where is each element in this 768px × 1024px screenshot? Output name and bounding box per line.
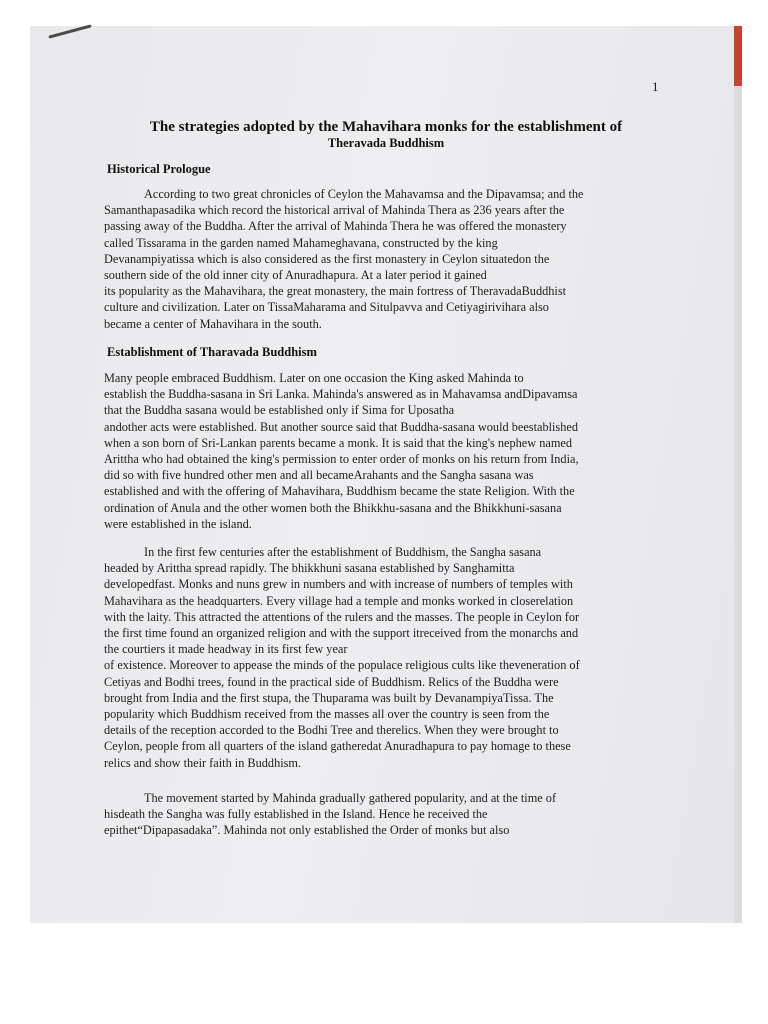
section-heading-establishment: Establishment of Tharavada Buddhism (107, 345, 317, 359)
red-background-edge (734, 26, 742, 86)
page-number: 1 (652, 79, 659, 94)
paragraph-line: its popularity as the Mahavihara, the great monastery, the main fortress of TheravadaBuddhist (104, 284, 567, 299)
paragraph-line: epithet“Dipapasadaka”. Mahinda not only established the Order of monks but also (104, 823, 510, 838)
paragraph-line: southern side of the old inner city of Anuradhapura. At a later period it gained (104, 268, 487, 283)
paragraph-line: popularity which Buddhism received from the masses all over the country is seen from the (104, 707, 550, 722)
paragraph-line: headed by Arittha spread rapidly. The bhikkhuni sasana established by Sanghamitta (104, 561, 515, 576)
document-title: The strategies adopted by the Mahavihara monks for the establishment of (149, 119, 623, 135)
paragraph-line: of existence. Moreover to appease the minds of the populace religious cults like theveneration of (104, 658, 580, 673)
paragraph-line: Mahavihara as the headquarters. Every village had a temple and monks worked in closerelation (104, 593, 574, 608)
paragraph-3 (104, 544, 660, 771)
paragraph-line: established and with the offering of Mahavihara, Buddhism became the state Religion. With the (104, 484, 575, 499)
paragraph-line: the courtiers it made headway in its first few year (104, 642, 348, 657)
paragraph-line: that the Buddha sasana would be established only if Sima for Uposatha (104, 403, 455, 418)
paragraph-line: In the first few centuries after the establishment of Buddhism, the Sangha sasana (144, 545, 542, 559)
document-subtitle: Theravada Buddhism (327, 136, 445, 150)
paragraph-line: brought from India and the first stupa, the Thuparama was built by DevanampiyaTissa. The (104, 690, 554, 705)
paragraph-line: Arittha who had obtained the king's permission to enter order of monks on his return from India, (104, 452, 579, 467)
paragraph-line: when a son born of Sri-Lankan parents became a monk. It is said that the king's nephew named (104, 435, 573, 450)
paragraph-line: Ceylon, people from all quarters of the island gatheredat Anuradhapura to pay homage to these (104, 739, 571, 754)
paragraph-2 (104, 370, 660, 532)
paragraph-line: became a center of Mahavihara in the south. (104, 316, 322, 331)
paragraph-line: Many people embraced Buddhism. Later on one occasion the King asked Mahinda to (104, 371, 524, 385)
paragraph-line: did so with five hundred other men and all becameArahants and the Sangha sasana was (104, 468, 534, 483)
paragraph-line: culture and civilization. Later on TissaMaharama and Situlpavva and Cetiyagirivihara also (104, 300, 549, 315)
paragraph-line: developedfast. Monks and nuns grew in numbers and with increase of numbers of temples with (104, 577, 573, 592)
paragraph-line: andother acts were established. But another source said that Buddha-sasana would beestablished (104, 419, 578, 434)
paragraph-line: According to two great chronicles of Ceylon the Mahavamsa and the Dipavamsa; and the (144, 187, 584, 201)
paragraph-line: Samanthapasadika which record the historical arrival of Mahinda Thera as 236 years after the (104, 203, 565, 218)
page-edge (734, 26, 742, 923)
paragraph-line: details of the reception accorded to the Bodhi Tree and therelics. When they were brought to (104, 723, 559, 738)
paragraph-line: ordination of Anula and the other women both the Bhikkhu-sasana and the Bhikkhuni-sasana (104, 500, 562, 515)
paragraph-4 (104, 790, 660, 839)
paragraph-line: called Tissarama in the garden named Mahameghavana, constructed by the king (104, 235, 498, 250)
paragraph-line: relics and show their faith in Buddhism. (104, 755, 302, 770)
section-heading-historical-prologue: Historical Prologue (107, 162, 211, 176)
paragraph-line: passing away of the Buddha. After the arrival of Mahinda Thera he was offered the monastery (104, 219, 567, 234)
paragraph-line: Cetiyas and Bodhi trees, found in the practical side of Buddhism. Relics of the Buddha were (104, 674, 559, 689)
paragraph-line: were established in the island. (104, 516, 252, 531)
paragraph-line: Devanampiyatissa which is also considered as the first monastery in Ceylon situatedon the (104, 251, 550, 266)
paragraph-line: establish the Buddha-sasana in Sri Lanka. Mahinda's answered as in Mahavamsa andDipavamsa (104, 387, 578, 402)
paragraph-1 (104, 186, 660, 332)
paragraph-line: with the laity. This attracted the attentions of the rulers and the masses. The people in Ceylon for (104, 609, 580, 624)
paragraph-line: hisdeath the Sangha was fully established in the Island. Hence he received the (104, 807, 488, 822)
paragraph-line: The movement started by Mahinda gradually gathered popularity, and at the time of (144, 791, 557, 805)
paragraph-line: the first time found an organized religion and with the support itreceived from the monarchs and (104, 626, 579, 641)
